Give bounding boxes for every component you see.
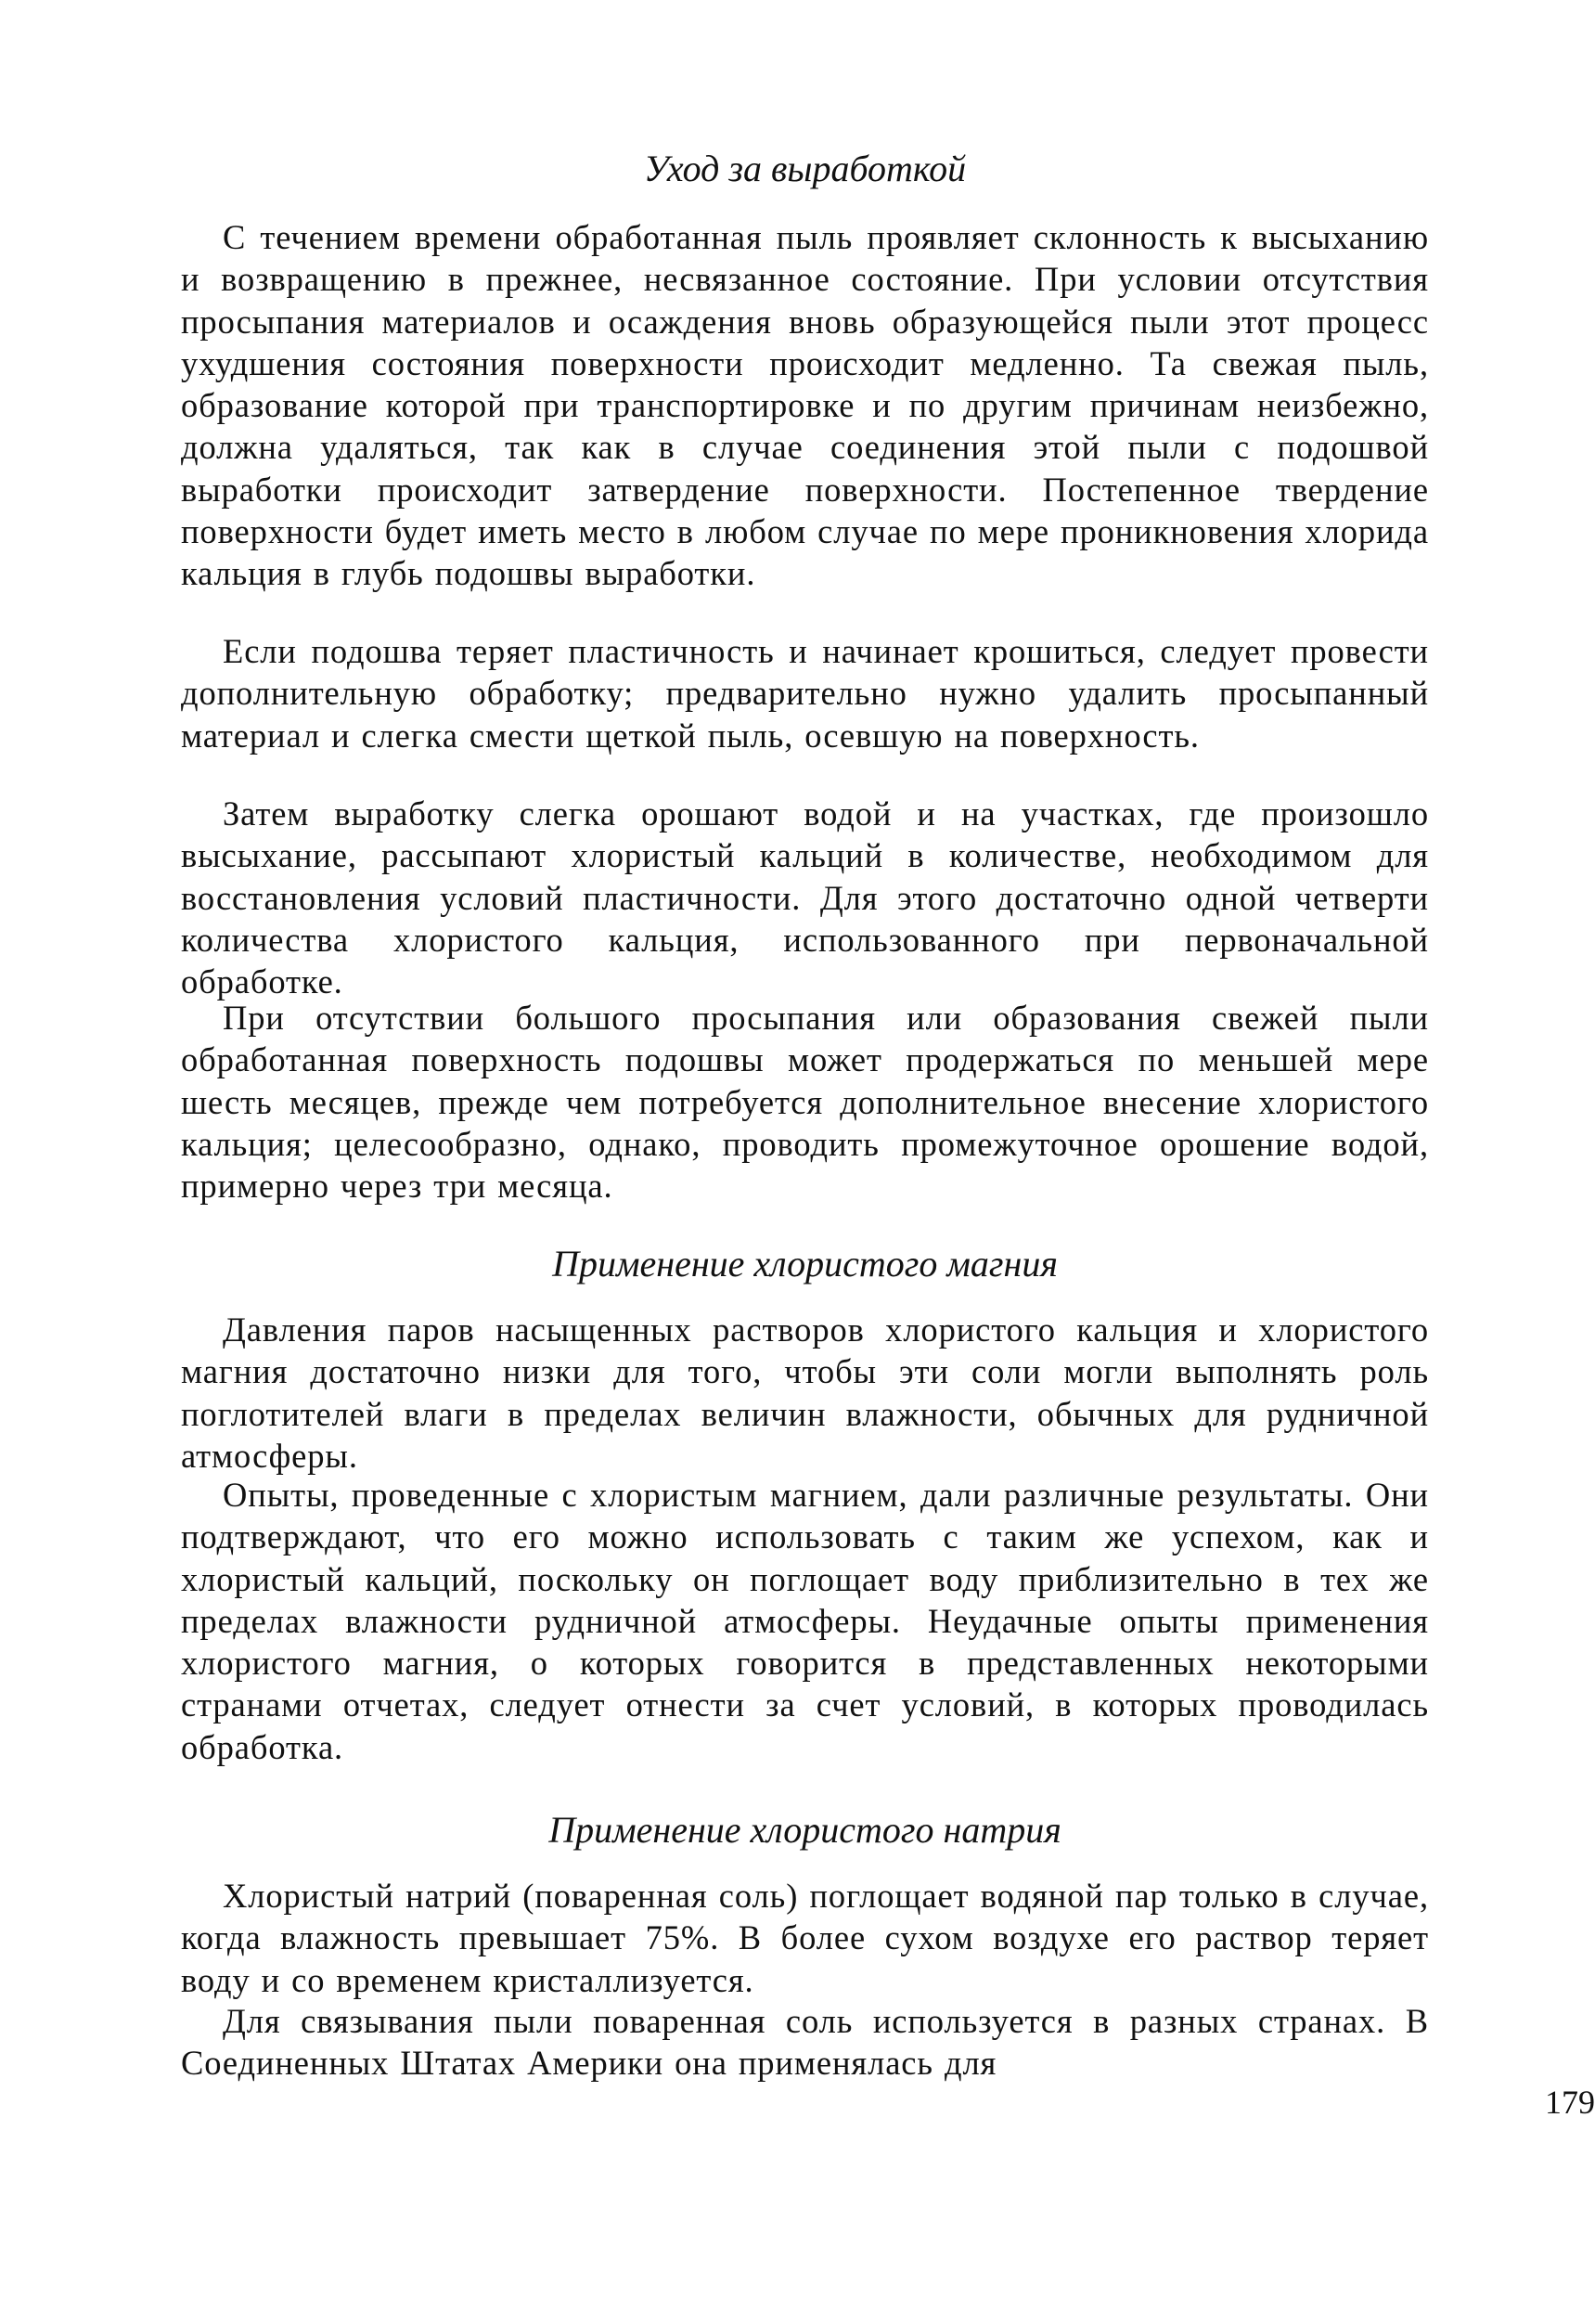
- paragraph: Если подошва теряет пластичность и начинает крошиться, следует провести дополнительную обработку; предварительно нужно удалить просыпанный материал и слегка смести щеткой пыль, осевшую на поверхность.: [181, 632, 1429, 755]
- section-title-sodium-chloride: Применение хлористого натрия: [548, 1809, 1061, 1851]
- section-title-magnesium-chloride: Применение хлористого магния: [552, 1243, 1058, 1285]
- paragraph: С течением времени обработанная пыль проявляет склонность к высыханию и возвращению в прежнее, несвязанное состояние. При условии отсутствия просыпания материалов и осаждения вновь образующейся пыли этот процесс ухудшения состояния поверхности происходит медленно. Та свежая пыль, образование которой при транспортировке и по другим причинам неизбежно, должна удаляться, так как в случае соединения этой пыли с подошвой выработки происходит затвердение поверхности. Постепенное твердение поверхности будет иметь место в любом случае по мере проникновения хлорида кальция в глубь подошвы выработки.: [181, 218, 1429, 593]
- section-title-workings-care: Уход за выработкой: [643, 148, 967, 189]
- paragraph: Затем выработку слегка орошают водой и на участках, где произошло высыхание, рассыпают хлористый кальций в количестве, необходимом для восстановления условий пластичности. Для этого достаточно одной четверти количества хлористого кальция, использованного при первоначальной обработке.: [181, 794, 1429, 1001]
- paragraph: При отсутствии большого просыпания или образования свежей пыли обработанная поверхность подошвы может продержаться по меньшей мере шесть месяцев, прежде чем потребуется дополнительное внесение хлористого кальция; целесообразно, однако, проводить промежуточное орошение водой, примерно через три месяца.: [181, 999, 1429, 1206]
- page-number: 179: [1545, 2084, 1595, 2121]
- paragraph: Давления паров насыщенных растворов хлористого кальция и хлористого магния достаточно низки для того, чтобы эти соли могли выполнять роль поглотителей влаги в пределах величин влажности, обычных для рудничной атмосферы.: [181, 1310, 1429, 1475]
- paragraph: Опыты, проведенные с хлористым магнием, дали различные результаты. Они подтверждают, что его можно использовать с таким же успехом, как и хлористый кальций, поскольку он поглощает воду приблизительно в тех же пределах влажности рудничной атмосферы. Неудачные опыты применения хлористого магния, о которых говорится в представленных некоторыми странами отчетах, следует отнести за счет условий, в которых проводилась обработка.: [181, 1476, 1429, 1766]
- paragraph: Для связывания пыли поваренная соль используется в разных странах. В Соединенных Штатах Америки она применялась для: [181, 2002, 1429, 2083]
- paragraph: Хлористый натрий (поваренная соль) поглощает водяной пар только в случае, когда влажность превышает 75%. В более сухом воздухе его раствор теряет воду и со временем кристаллизуется.: [181, 1877, 1429, 1999]
